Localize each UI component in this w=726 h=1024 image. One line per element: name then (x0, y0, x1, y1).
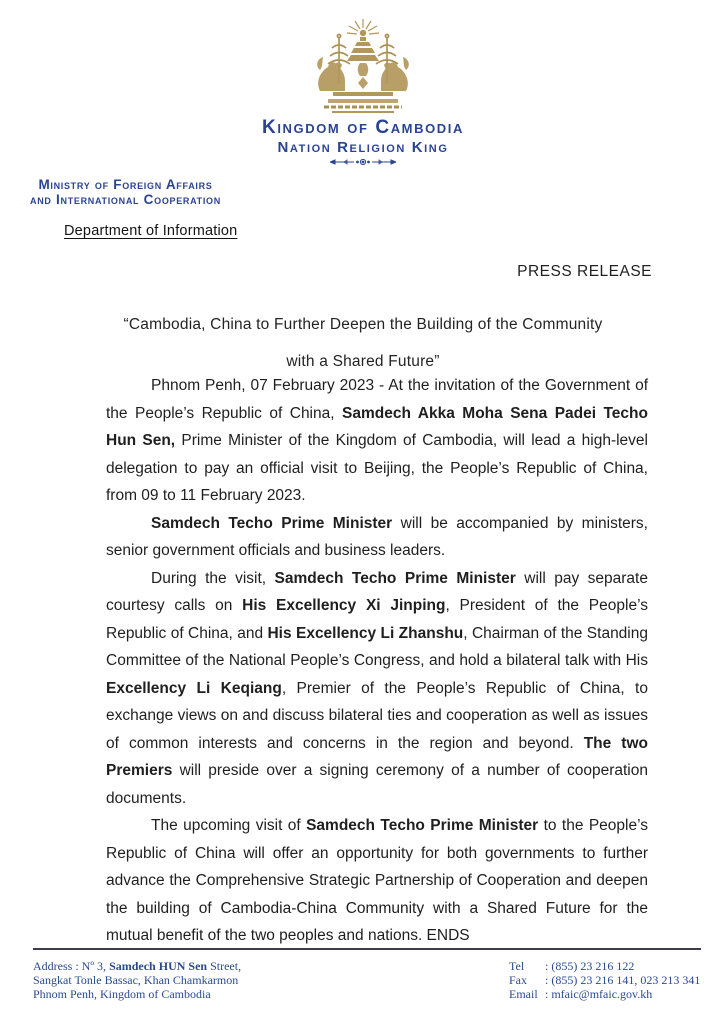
text-run: Samdech Techo Prime Minister (274, 569, 516, 587)
page-header (0, 18, 726, 167)
text-run: Phnom Penh, 07 February 2023 - At the invitation of the Government of the People’s Republic of China, (106, 377, 648, 422)
text-run: Excellency Li Keqiang (106, 679, 282, 697)
email-label: Email (509, 987, 538, 1001)
paragraph (106, 812, 648, 950)
text-run: will preside over a signing ceremony of a number of cooperation documents. (106, 762, 648, 807)
contact-tel-row (509, 959, 701, 973)
text-run: , Premier of the People’s Republic of China, to exchange views on and discuss bilateral ties and cooperation as well as issues of common interests and concerns in the region and beyond. (106, 679, 648, 752)
text-run: Prime Minister of the Kingdom of Cambodia, will lead a high-level delegation to pay an official visit to Beijing, the People’s Republic of China, from 09 to 11 February 2023. (106, 432, 648, 504)
text-run: , Chairman of the Standing Committee of the National People’s Congress, and hold a bilateral talk with His (106, 624, 648, 669)
contact-email-row (509, 987, 701, 1001)
text-run: to the People’s Republic of China will offer an opportunity for both governments to further advance the Comprehensive Strategic Partnership of Cooperation and deepen the building of Cambodia-China Community with a Shared Future for the mutual benefit of the two peoples and nations. ENDS (106, 817, 649, 944)
text-run: The two Premiers (106, 734, 648, 779)
address-line3: Phnom Penh, Kingdom of Cambodia (33, 987, 211, 1001)
footer-contact (509, 959, 701, 1001)
text-run: Samdech Akka Moha Sena Padei Techo Hun Sen, (106, 404, 648, 449)
text-run: His Excellency Xi Jinping (242, 597, 446, 614)
text-run: The upcoming visit of (151, 817, 307, 834)
text-run: Address : Nº 3, (33, 959, 110, 973)
document-title (40, 306, 686, 380)
page-footer (33, 948, 701, 1001)
royal-arms-of-cambodia-icon (302, 18, 424, 116)
national-motto: Nation Religion King (277, 139, 449, 156)
address-line1 (33, 959, 241, 973)
text-run: will be accompanied by ministers, senior government officials and business leaders. (106, 514, 648, 559)
address-line2: Sangkat Tonle Bassac, Khan Chamkarmon (33, 973, 239, 987)
document-body (106, 372, 648, 950)
text-run: Street, (207, 959, 242, 973)
ministry-line1: Ministry of Foreign Affairs (38, 177, 213, 192)
tel-label: Tel (509, 959, 525, 973)
department-name: Department of Information (64, 223, 238, 239)
footer-address (33, 959, 241, 1001)
contact-fax-row (509, 973, 701, 987)
divider-ornament-icon (330, 157, 396, 167)
paragraph (106, 565, 648, 813)
text-run: Samdech Techo Prime Minister (151, 514, 393, 532)
text-run: , President of the People’s Republic of China, and (106, 597, 648, 642)
document-title-line1: “Cambodia, China to Further Deepen the Building of the Community (123, 316, 603, 333)
text-run: Samdech HUN Sen (109, 959, 208, 973)
ministry-line2: and International Cooperation (30, 192, 221, 207)
document-title-line2: with a Shared Future” (286, 353, 440, 370)
text-run: During the visit, (151, 569, 275, 587)
kingdom-title: Kingdom of Cambodia (262, 117, 464, 138)
paragraph (106, 372, 648, 510)
ministry-name (30, 177, 221, 207)
text-run: His Excellency Li Zhanshu (267, 624, 464, 642)
tel-value: : (855) 23 216 122 (545, 959, 635, 973)
press-release-label: PRESS RELEASE (517, 263, 652, 280)
text-run: will pay separate courtesy calls on (106, 569, 648, 614)
fax-label: Fax (509, 973, 527, 987)
email-value: : mfaic@mfaic.gov.kh (545, 987, 653, 1001)
text-run: Samdech Techo Prime Minister (306, 817, 539, 834)
paragraph (106, 510, 648, 565)
fax-value: : (855) 23 216 141, 023 213 341 (545, 973, 701, 987)
